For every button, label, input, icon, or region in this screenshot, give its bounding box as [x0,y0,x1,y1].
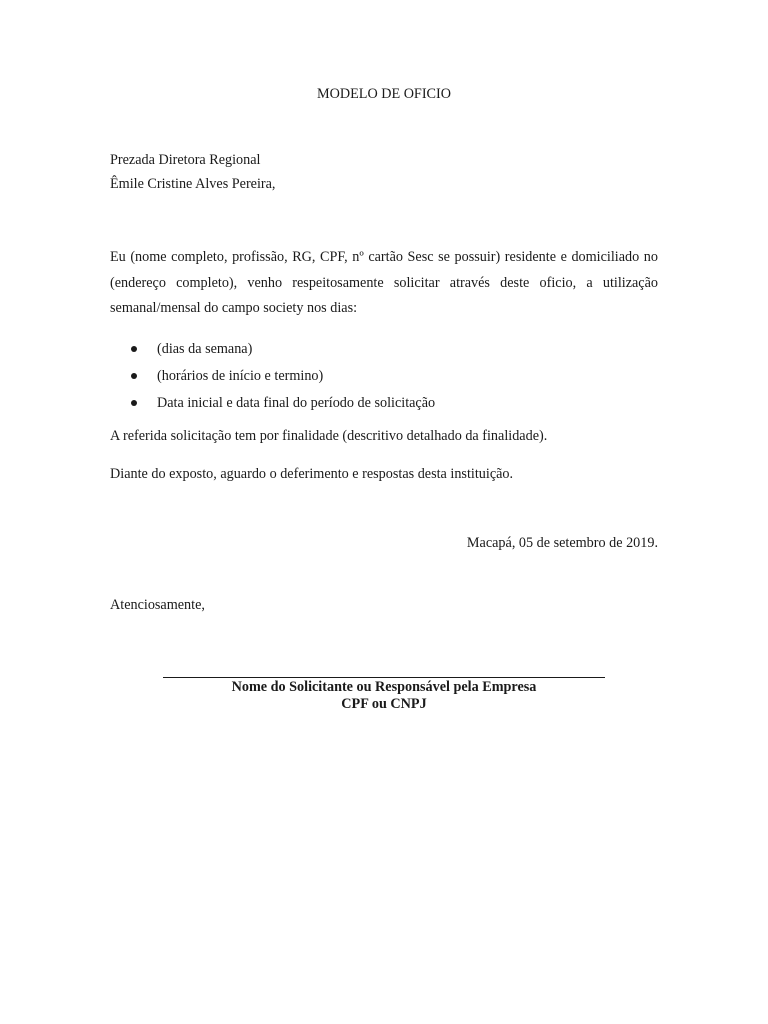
closing-request: Diante do exposto, aguardo o deferimento e respostas desta instituição. [110,466,514,482]
list-item [110,336,670,363]
closing-text: Atenciosamente, [110,597,205,613]
body-paragraph: Eu (nome completo, profissão, RG, CPF, nº cartão Sesc se possuir) residente e domiciliado no (endereço completo), venho respeitosamente solicitar através deste oficio, a utilização semanal/mensal do campo society nos dias: [110,249,658,316]
bullet-icon [131,373,137,379]
date-line: Macapá, 05 de setembro de 2019. [466,535,658,551]
purpose-line: A referida solicitação tem por finalidade (descritivo detalhado da finalidade). [110,428,548,444]
signature-id: CPF ou CNPJ [341,696,427,712]
list-item [110,363,670,390]
bullet-icon [131,400,137,406]
list-item [110,390,670,417]
signature-line [163,677,605,678]
document-title: MODELO DE OFICIO [317,86,451,102]
signature-block [0,679,768,713]
salutation [110,148,275,196]
request-bullet-list [110,336,670,417]
salutation-line-1: Prezada Diretora Regional [110,152,261,168]
list-item-text: (dias da semana) [157,341,253,357]
list-item-text: (horários de início e termino) [157,368,324,384]
signature-name: Nome do Solicitante ou Responsável pela Empresa [231,679,537,695]
salutation-line-2: Êmile Cristine Alves Pereira, [110,176,276,192]
bullet-icon [131,346,137,352]
list-item-text: Data inicial e data final do período de solicitação [157,395,436,411]
